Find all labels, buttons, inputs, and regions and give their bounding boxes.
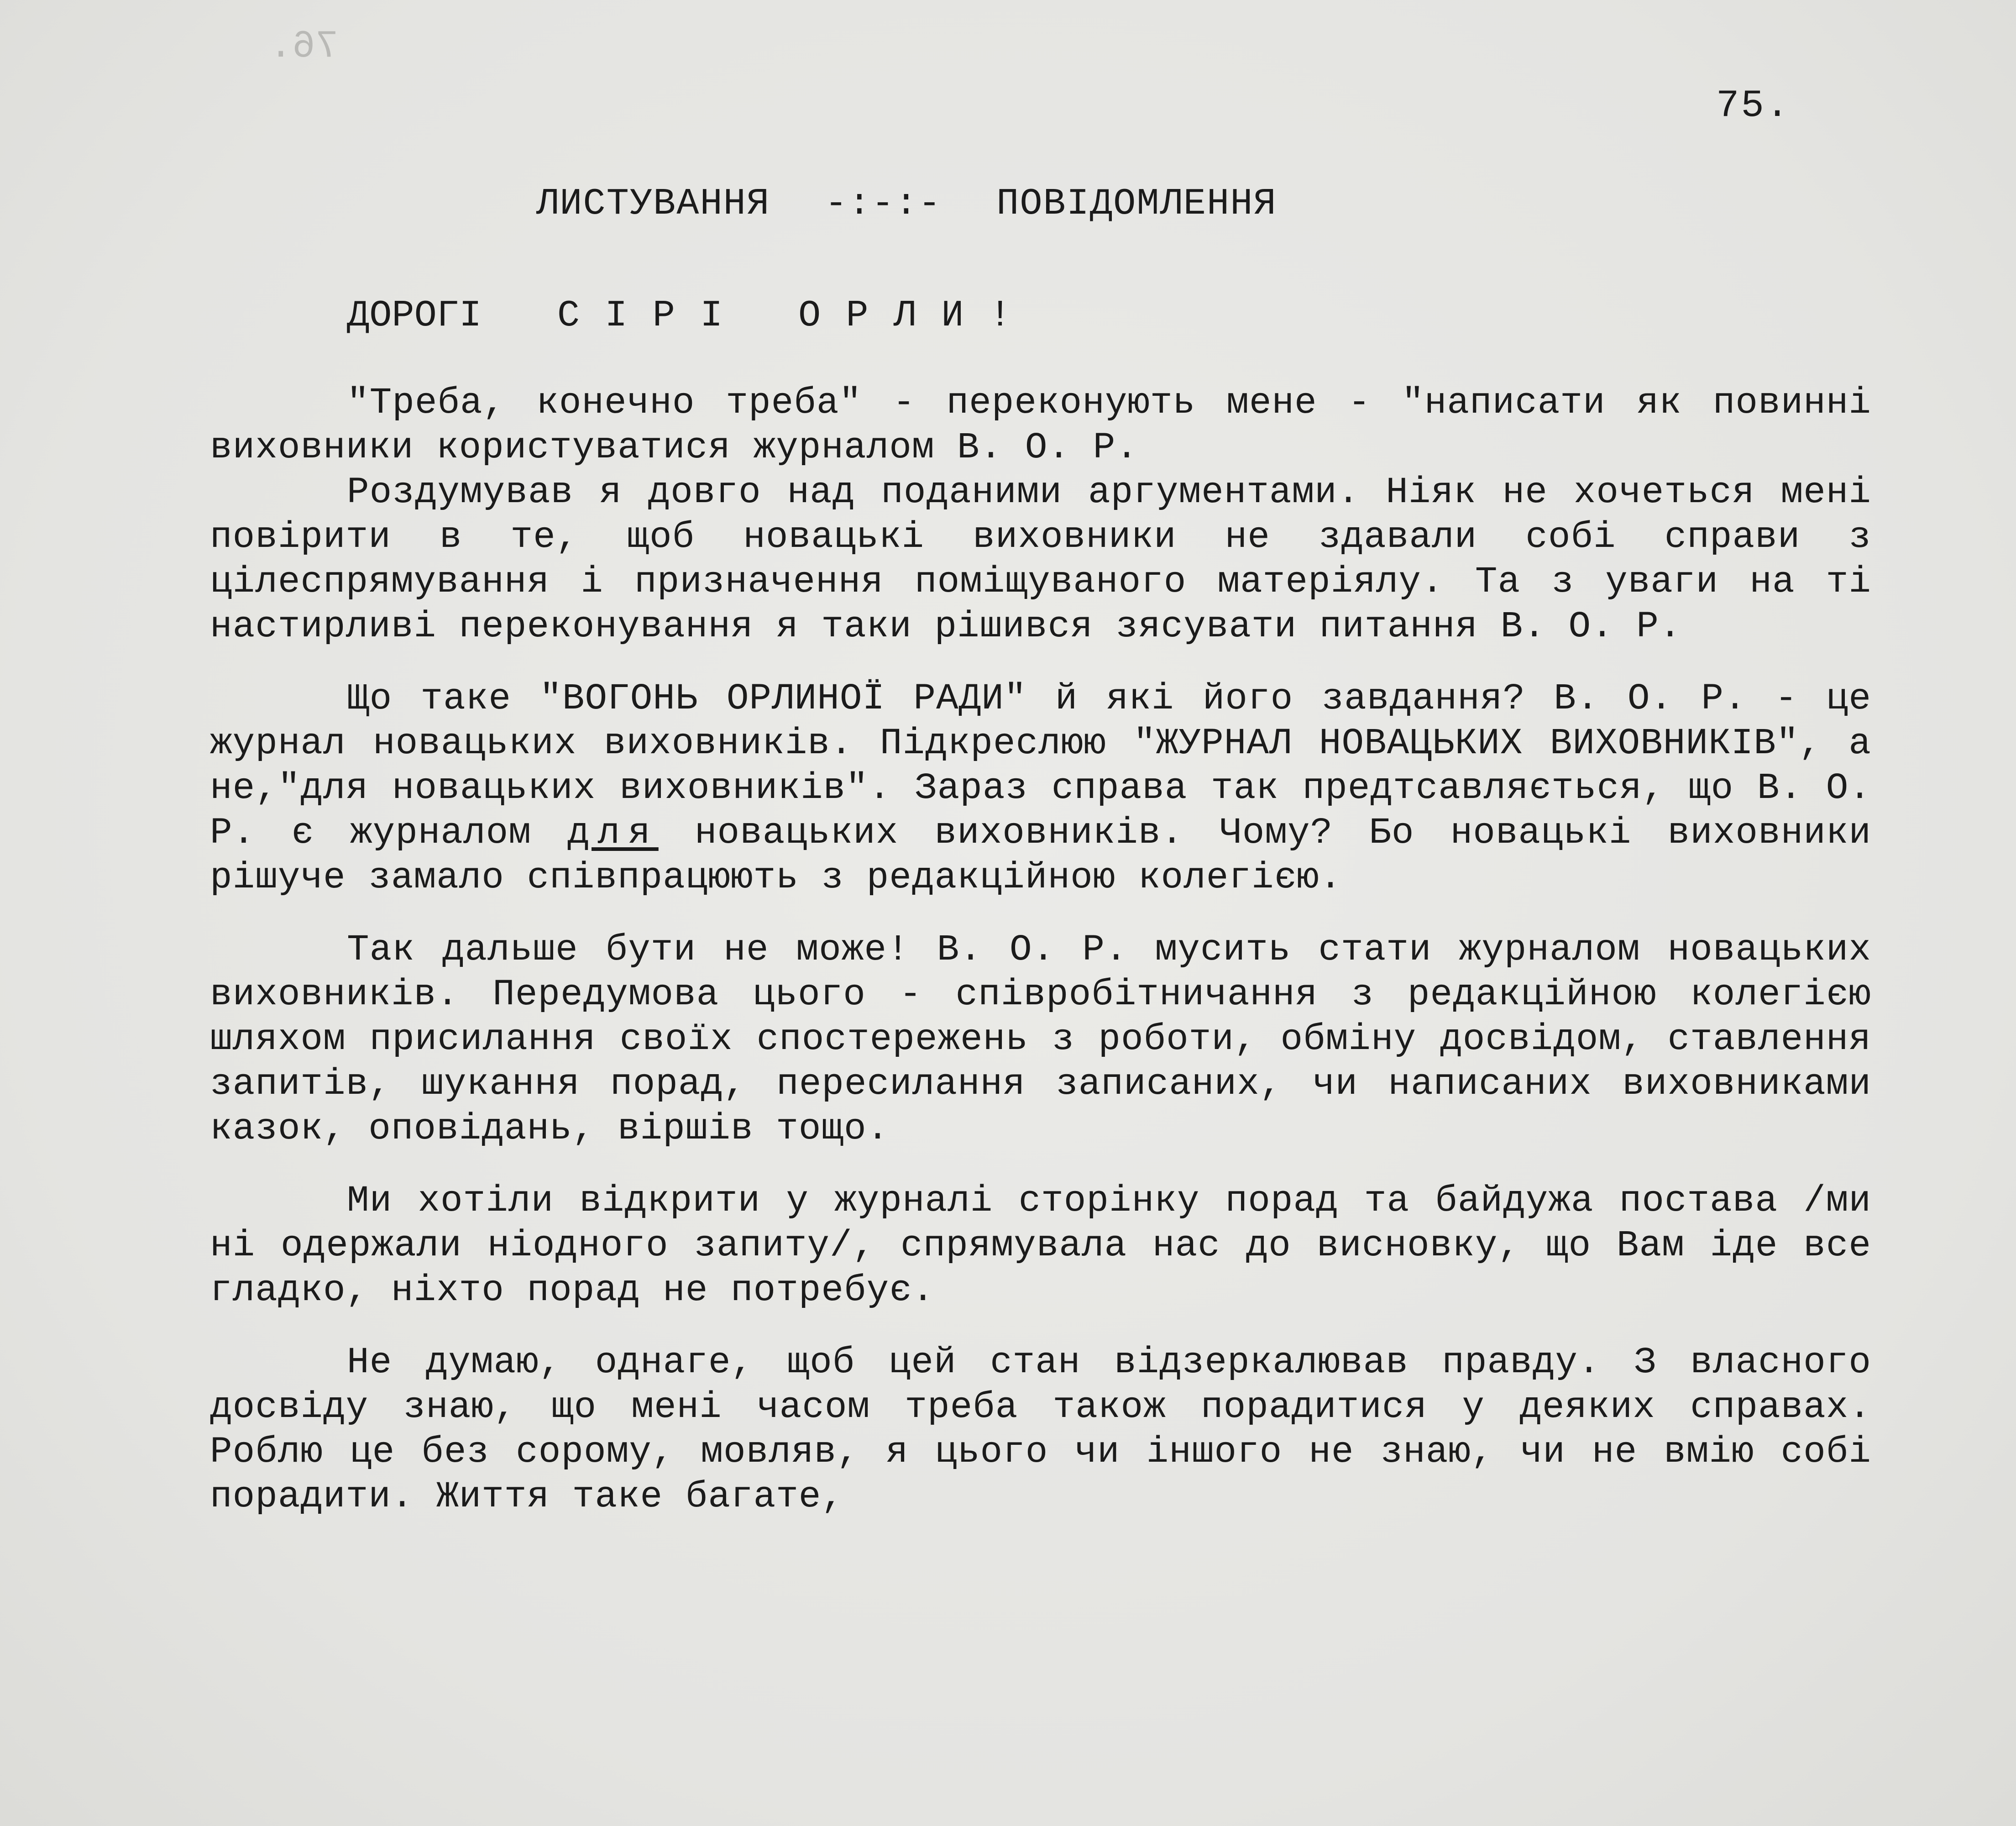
page-number: 75. (1716, 84, 1791, 128)
paragraph-1: "Треба, конечно треба" - переконують мене - "написати як повинні виховники користуватися журналом В. О. Р. (210, 383, 1871, 469)
paragraph-4: Так дальше бути не може! В. О. Р. мусить стати журналом новацьких виховників. Передумова цього - співробітничання з редакційною колегією шляхом присилання своїх спостережень з роботи, обміну досвідом, ставлення запитів, шукання порад, пересилання записаних, чи написаних виховниками казок, оповідань, віршів тощо. (210, 929, 1871, 1150)
paragraph-3 (210, 677, 1871, 901)
paragraph-3-text-after: новацьких виховників. Чому? Бо новацькі виховники рішуче замало співпрацюють з редакційною колегією. (210, 813, 1872, 899)
ghost-page-number: 76. (269, 25, 339, 68)
paragraph-3-text: Що таке "ВОГОНЬ ОРЛИНОЇ РАДИ" й які його завдання? В. О. Р. - це журнал новацьких виховників. Підкреслюю "ЖУРНАЛ НОВАЦЬКИХ ВИХОВНИКІВ", а не,"для новацьких виховників". Зараз справа так предтсавляється, що В. О. Р. є журналом (210, 678, 1871, 854)
heading-right: ПОВІДОМЛЕННЯ (996, 183, 1277, 225)
underlined-word: для (567, 813, 659, 854)
salutation: ДОРОГІ С І Р І О Р Л И ! (347, 294, 1011, 337)
section-heading (536, 183, 1723, 225)
heading-separator: -:-:- (825, 183, 942, 225)
paragraph-6: Не думаю, однаге, щоб цей стан відзеркалював правду. З власного досвіду знаю, що мені часом треба також порадитися у деяких справах. Роблю це без сорому, мовляв, я цього чи іншого не знаю, чи не вмію собі порадити. Життя таке багате, (210, 1342, 1871, 1518)
heading-left: ЛИСТУВАННЯ (536, 183, 770, 225)
paragraph-2: Роздумував я довго над поданими аргументами. Ніяк не хочеться мені повірити в те, щоб новацькі виховники не здавали собі справи з цілеспрямування і призначення поміщуваного матеріялу. Та з уваги на ті настирливі переконування я таки рішився зясувати питання В. О. Р. (210, 472, 1871, 648)
letter-body (210, 381, 1871, 1520)
paragraph-5: Ми хотіли відкрити у журналі сторінку порад та байдужа постава /ми ні одержали ніодного запиту/, спрямувала нас до висновку, що Вам іде все гладко, ніхто порад не потребує. (210, 1181, 1871, 1312)
